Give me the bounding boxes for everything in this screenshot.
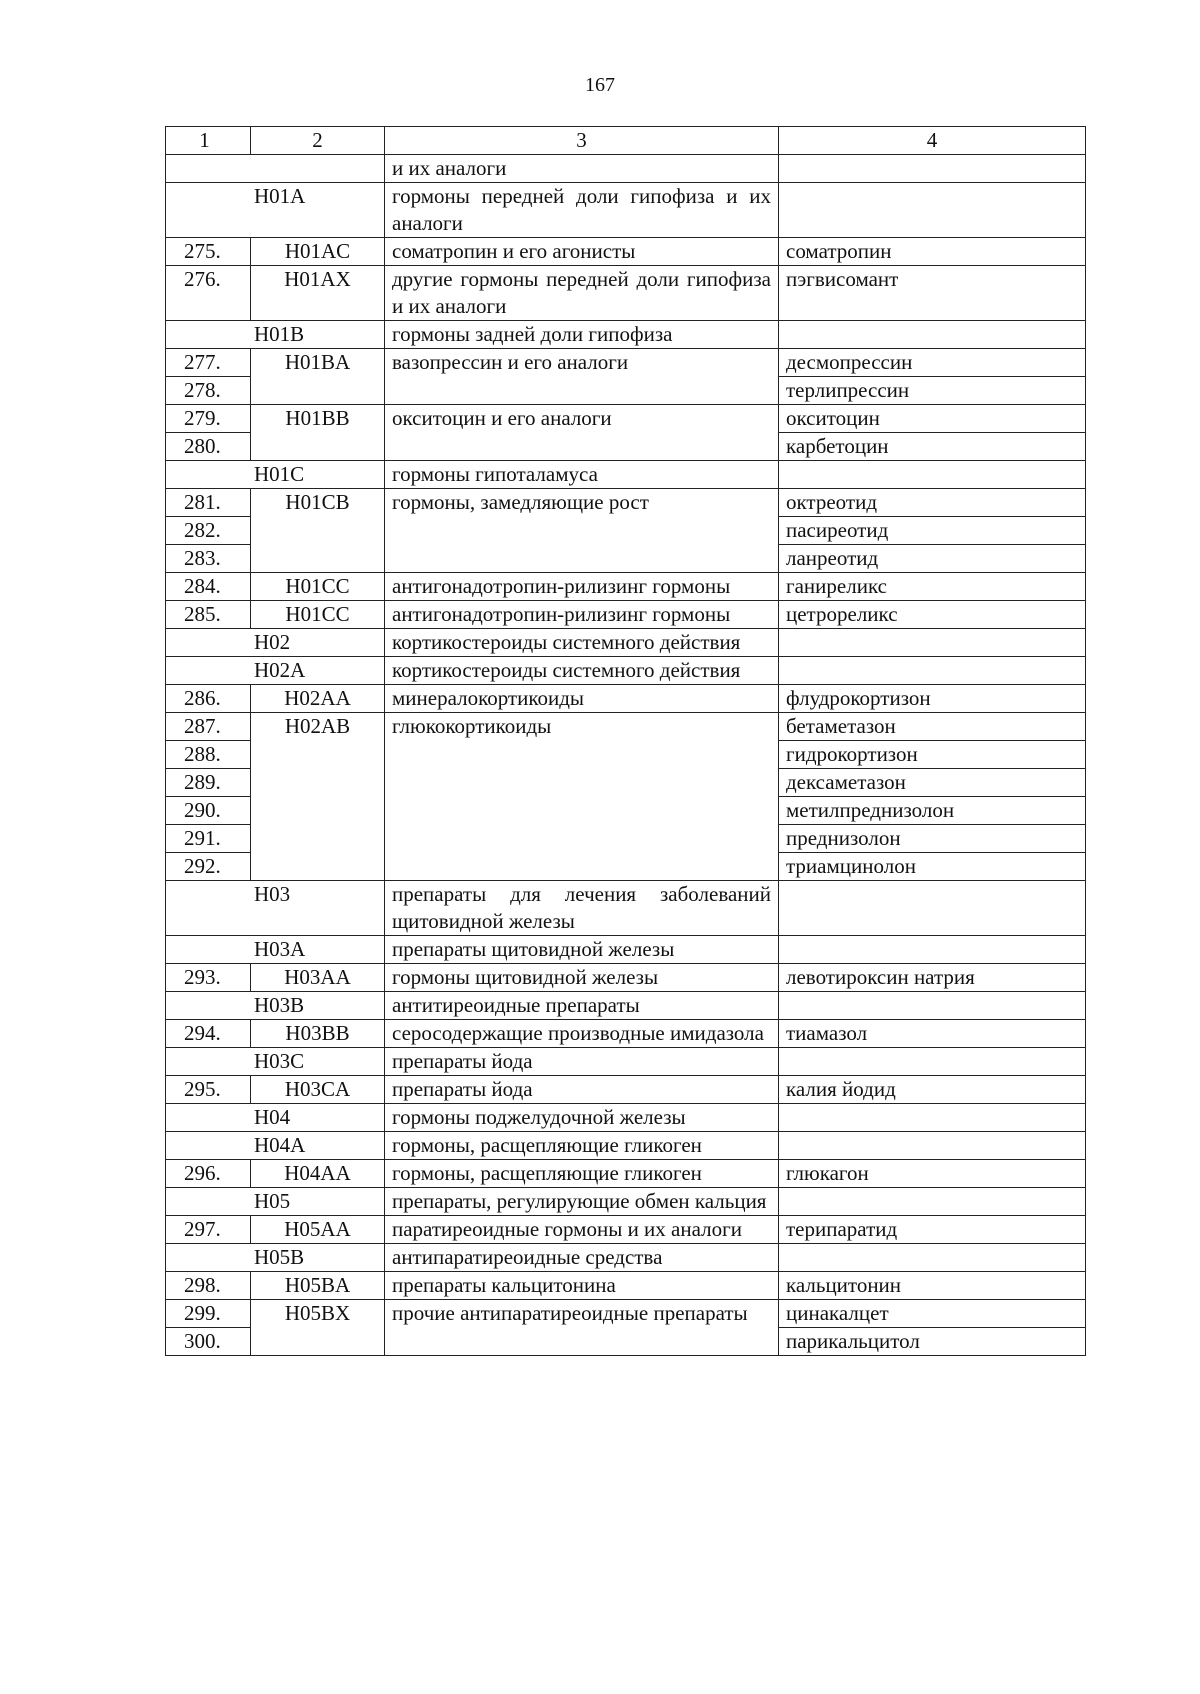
description-cell: кортикостероиды системного действия bbox=[385, 657, 779, 685]
table-group-row bbox=[166, 1104, 1086, 1132]
description-cell: антипаратиреоидные средства bbox=[385, 1244, 779, 1272]
atc-code-cell: H01CB bbox=[251, 489, 385, 573]
atc-code-cell: H01BB bbox=[251, 405, 385, 461]
drug-name-cell: парикальцитол bbox=[779, 1328, 1086, 1356]
table-row bbox=[166, 1020, 1086, 1048]
table-row bbox=[166, 349, 1086, 377]
description-cell: окситоцин и его аналоги bbox=[385, 405, 779, 461]
atc-code-cell: H01AX bbox=[251, 266, 385, 321]
drug-name-cell: октреотид bbox=[779, 489, 1086, 517]
drug-name-cell: флудрокортизон bbox=[779, 685, 1086, 713]
drug-name-cell: левотироксин натрия bbox=[779, 964, 1086, 992]
table-group-row bbox=[166, 461, 1086, 489]
table-row bbox=[166, 964, 1086, 992]
table-group-row bbox=[166, 155, 1086, 183]
row-number-cell: 284. bbox=[166, 573, 251, 601]
row-number-cell: 292. bbox=[166, 853, 251, 881]
table-group-row bbox=[166, 936, 1086, 964]
description-cell: препараты йода bbox=[385, 1048, 779, 1076]
description-cell: другие гормоны передней доли гипофиза и их аналоги bbox=[385, 266, 779, 321]
description-cell: глюкокортикоиды bbox=[385, 713, 779, 881]
drug-name-cell: калия йодид bbox=[779, 1076, 1086, 1104]
row-number-cell: 297. bbox=[166, 1216, 251, 1244]
drug-name-cell: соматропин bbox=[779, 238, 1086, 266]
table-group-row bbox=[166, 1132, 1086, 1160]
drug-name-cell bbox=[779, 992, 1086, 1020]
atc-code-cell: H02A bbox=[166, 657, 385, 685]
row-number-cell: 286. bbox=[166, 685, 251, 713]
drug-name-cell bbox=[779, 321, 1086, 349]
description-cell: гормоны, расщепляющие гликоген bbox=[385, 1160, 779, 1188]
row-number-cell: 278. bbox=[166, 377, 251, 405]
row-number-cell: 299. bbox=[166, 1300, 251, 1328]
drug-name-cell bbox=[779, 936, 1086, 964]
table-group-row bbox=[166, 183, 1086, 238]
row-number-cell: 288. bbox=[166, 741, 251, 769]
row-number-cell: 275. bbox=[166, 238, 251, 266]
drug-name-cell: цетрореликс bbox=[779, 601, 1086, 629]
drug-name-cell: гидрокортизон bbox=[779, 741, 1086, 769]
table-row bbox=[166, 1272, 1086, 1300]
description-cell: гормоны, замедляющие рост bbox=[385, 489, 779, 573]
drug-name-cell: тиамазол bbox=[779, 1020, 1086, 1048]
row-number-cell: 289. bbox=[166, 769, 251, 797]
atc-code-cell: H01BA bbox=[251, 349, 385, 405]
column-header: 2 bbox=[251, 127, 385, 155]
drug-name-cell: терлипрессин bbox=[779, 377, 1086, 405]
description-cell: паратиреоидные гормоны и их аналоги bbox=[385, 1216, 779, 1244]
description-cell: соматропин и его агонисты bbox=[385, 238, 779, 266]
atc-code-cell: H03B bbox=[166, 992, 385, 1020]
drug-name-cell bbox=[779, 461, 1086, 489]
description-cell: гормоны щитовидной железы bbox=[385, 964, 779, 992]
column-header: 1 bbox=[166, 127, 251, 155]
atc-code-cell: H05BA bbox=[251, 1272, 385, 1300]
drug-name-cell: десмопрессин bbox=[779, 349, 1086, 377]
row-number-cell: 293. bbox=[166, 964, 251, 992]
table-row bbox=[166, 489, 1086, 517]
drug-name-cell: дексаметазон bbox=[779, 769, 1086, 797]
atc-code-cell: H03 bbox=[166, 881, 385, 936]
table-header-row bbox=[166, 127, 1086, 155]
drug-name-cell bbox=[779, 629, 1086, 657]
drug-name-cell: пасиреотид bbox=[779, 517, 1086, 545]
drug-name-cell: цинакалцет bbox=[779, 1300, 1086, 1328]
table-row bbox=[166, 713, 1086, 741]
table-row bbox=[166, 573, 1086, 601]
row-number-cell: 296. bbox=[166, 1160, 251, 1188]
row-number-cell: 283. bbox=[166, 545, 251, 573]
atc-code-cell: H05BX bbox=[251, 1300, 385, 1356]
table-group-row bbox=[166, 1048, 1086, 1076]
atc-code-cell: H02AB bbox=[251, 713, 385, 881]
drug-name-cell bbox=[779, 1244, 1086, 1272]
description-cell: антигонадотропин-рилизинг гормоны bbox=[385, 573, 779, 601]
table-row bbox=[166, 405, 1086, 433]
description-cell: препараты щитовидной железы bbox=[385, 936, 779, 964]
atc-code-cell: H02 bbox=[166, 629, 385, 657]
description-cell: гормоны передней доли гипофиза и их аналоги bbox=[385, 183, 779, 238]
atc-code-cell: H05 bbox=[166, 1188, 385, 1216]
row-number-cell: 285. bbox=[166, 601, 251, 629]
table-row bbox=[166, 1300, 1086, 1328]
drug-name-cell bbox=[779, 1132, 1086, 1160]
description-cell: антигонадотропин-рилизинг гормоны bbox=[385, 601, 779, 629]
drug-name-cell: окситоцин bbox=[779, 405, 1086, 433]
table-row bbox=[166, 1216, 1086, 1244]
table-row bbox=[166, 238, 1086, 266]
row-number-cell: 287. bbox=[166, 713, 251, 741]
table-group-row bbox=[166, 992, 1086, 1020]
drug-classification-table bbox=[165, 126, 1086, 1356]
description-cell: прочие антипаратиреоидные препараты bbox=[385, 1300, 779, 1356]
row-number-cell: 277. bbox=[166, 349, 251, 377]
description-cell: гормоны гипоталамуса bbox=[385, 461, 779, 489]
description-cell: вазопрессин и его аналоги bbox=[385, 349, 779, 405]
column-header: 4 bbox=[779, 127, 1086, 155]
drug-name-cell: триамцинолон bbox=[779, 853, 1086, 881]
table-row bbox=[166, 685, 1086, 713]
description-cell: и их аналоги bbox=[385, 155, 779, 183]
description-cell: гормоны задней доли гипофиза bbox=[385, 321, 779, 349]
description-cell: гормоны поджелудочной железы bbox=[385, 1104, 779, 1132]
atc-code-cell: H03A bbox=[166, 936, 385, 964]
page-number: 167 bbox=[585, 74, 615, 96]
description-cell: серосодержащие производные имидазола bbox=[385, 1020, 779, 1048]
row-number-cell: 281. bbox=[166, 489, 251, 517]
atc-code-cell bbox=[166, 155, 385, 183]
description-cell: препараты для лечения заболеваний щитовидной железы bbox=[385, 881, 779, 936]
atc-code-cell: H05B bbox=[166, 1244, 385, 1272]
table-group-row bbox=[166, 1244, 1086, 1272]
drug-name-cell: терипаратид bbox=[779, 1216, 1086, 1244]
drug-name-cell: карбетоцин bbox=[779, 433, 1086, 461]
row-number-cell: 276. bbox=[166, 266, 251, 321]
drug-name-cell bbox=[779, 183, 1086, 238]
table-group-row bbox=[166, 321, 1086, 349]
table-row bbox=[166, 1160, 1086, 1188]
atc-code-cell: H01C bbox=[166, 461, 385, 489]
table-group-row bbox=[166, 881, 1086, 936]
atc-code-cell: H04AA bbox=[251, 1160, 385, 1188]
drug-name-cell: глюкагон bbox=[779, 1160, 1086, 1188]
description-cell: препараты кальцитонина bbox=[385, 1272, 779, 1300]
row-number-cell: 294. bbox=[166, 1020, 251, 1048]
description-cell: минералокортикоиды bbox=[385, 685, 779, 713]
description-cell: препараты, регулирующие обмен кальция bbox=[385, 1188, 779, 1216]
row-number-cell: 300. bbox=[166, 1328, 251, 1356]
atc-code-cell: H04 bbox=[166, 1104, 385, 1132]
table-row bbox=[166, 266, 1086, 321]
atc-code-cell: H01A bbox=[166, 183, 385, 238]
atc-code-cell: H03CA bbox=[251, 1076, 385, 1104]
drug-name-cell: преднизолон bbox=[779, 825, 1086, 853]
atc-code-cell: H05AA bbox=[251, 1216, 385, 1244]
description-cell: кортикостероиды системного действия bbox=[385, 629, 779, 657]
drug-name-cell: бетаметазон bbox=[779, 713, 1086, 741]
row-number-cell: 280. bbox=[166, 433, 251, 461]
drug-name-cell bbox=[779, 1188, 1086, 1216]
row-number-cell: 291. bbox=[166, 825, 251, 853]
drug-name-cell bbox=[779, 657, 1086, 685]
table-row bbox=[166, 601, 1086, 629]
atc-code-cell: H02AA bbox=[251, 685, 385, 713]
row-number-cell: 290. bbox=[166, 797, 251, 825]
atc-code-cell: H03BB bbox=[251, 1020, 385, 1048]
drug-name-cell: ланреотид bbox=[779, 545, 1086, 573]
table-group-row bbox=[166, 1188, 1086, 1216]
drug-name-cell: пэгвисомант bbox=[779, 266, 1086, 321]
atc-code-cell: H03AA bbox=[251, 964, 385, 992]
drug-name-cell: метилпреднизолон bbox=[779, 797, 1086, 825]
atc-code-cell: H04A bbox=[166, 1132, 385, 1160]
row-number-cell: 279. bbox=[166, 405, 251, 433]
description-cell: препараты йода bbox=[385, 1076, 779, 1104]
drug-name-cell bbox=[779, 1048, 1086, 1076]
row-number-cell: 298. bbox=[166, 1272, 251, 1300]
atc-code-cell: H01CC bbox=[251, 601, 385, 629]
drug-name-cell bbox=[779, 155, 1086, 183]
drug-name-cell: ганиреликс bbox=[779, 573, 1086, 601]
atc-code-cell: H01AC bbox=[251, 238, 385, 266]
atc-code-cell: H03C bbox=[166, 1048, 385, 1076]
table-row bbox=[166, 1076, 1086, 1104]
description-cell: гормоны, расщепляющие гликоген bbox=[385, 1132, 779, 1160]
table-group-row bbox=[166, 629, 1086, 657]
row-number-cell: 295. bbox=[166, 1076, 251, 1104]
row-number-cell: 282. bbox=[166, 517, 251, 545]
atc-code-cell: H01B bbox=[166, 321, 385, 349]
description-cell: антитиреоидные препараты bbox=[385, 992, 779, 1020]
table-group-row bbox=[166, 657, 1086, 685]
column-header: 3 bbox=[385, 127, 779, 155]
drug-name-cell bbox=[779, 881, 1086, 936]
atc-code-cell: H01CC bbox=[251, 573, 385, 601]
drug-name-cell: кальцитонин bbox=[779, 1272, 1086, 1300]
drug-name-cell bbox=[779, 1104, 1086, 1132]
